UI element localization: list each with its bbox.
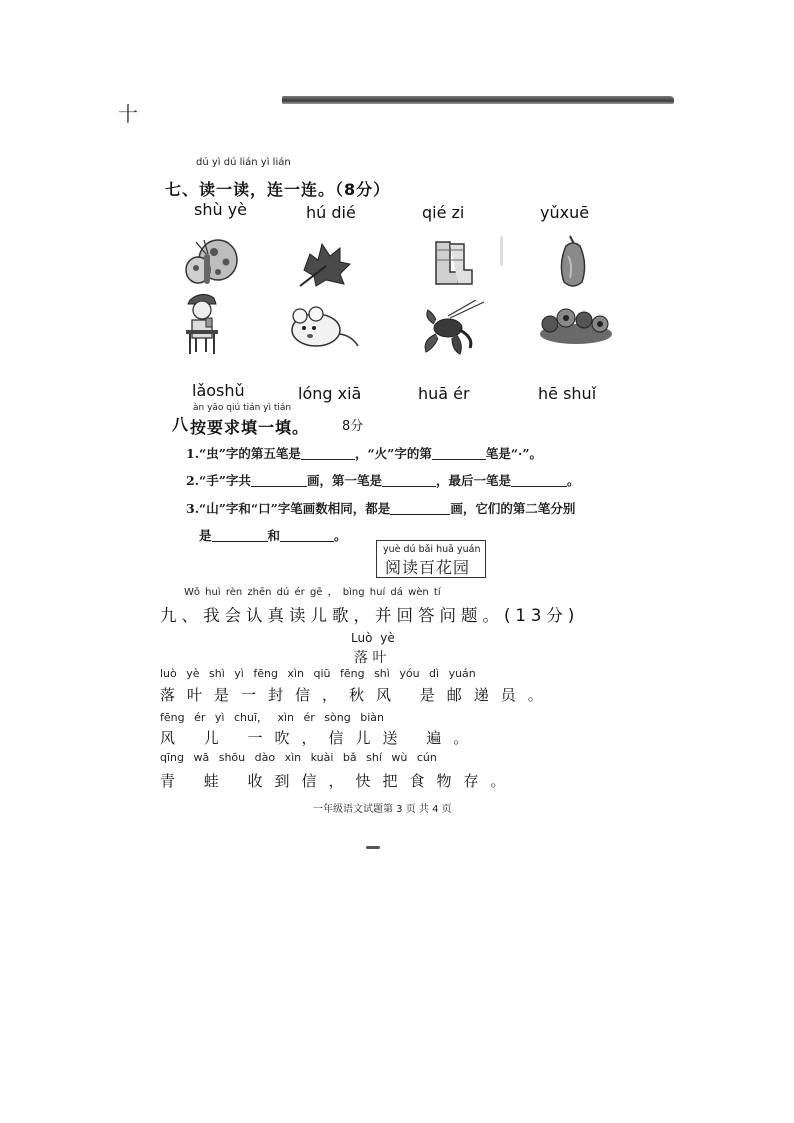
- section8-title: 按要求填一填。: [190, 418, 310, 437]
- section8-score: 8分: [342, 419, 364, 434]
- q2-text-d: 。: [566, 473, 580, 488]
- q1-blank-2[interactable]: [432, 447, 486, 460]
- q2-blank-2[interactable]: [382, 474, 436, 487]
- section7-title: 七、读一读，连一连。（8分）: [165, 180, 391, 199]
- scan-smudge-2: [500, 236, 503, 266]
- q2-blank-1[interactable]: [251, 474, 307, 487]
- section9-title: 九、我会认真读儿歌，并回答问题。(13分): [160, 606, 580, 625]
- poem-line1-text: 落叶是一封信，秋风 是邮递员。: [160, 686, 555, 704]
- question-8-2: [186, 471, 579, 489]
- q3-blank-2[interactable]: [212, 529, 268, 542]
- q2-text-c: ，最后一笔是: [435, 473, 511, 488]
- butterfly-icon[interactable]: [176, 236, 240, 290]
- word-he-shui[interactable]: hē shuǐ: [538, 384, 597, 403]
- poem-line1-pinyin: luò yè shì yì fēng xìn qiū fēng shì yóu dì yuán: [160, 667, 476, 680]
- word-long-xia[interactable]: lóng xiā: [298, 384, 362, 403]
- section9-title-pinyin: Wǒ huì rèn zhēn dú ér gē ， bìng huí dá wèn tí: [184, 587, 441, 598]
- section8-title-pinyin: àn yāo qiú tián yì tián: [193, 403, 292, 413]
- rain-boots-icon[interactable]: [430, 238, 476, 288]
- q1-blank-1[interactable]: [301, 447, 355, 460]
- q1-text-b: ，“火”字的第: [354, 446, 432, 461]
- reading-box-pinyin: yuè dú bǎi huā yuán: [383, 544, 481, 555]
- q3-blank-3[interactable]: [280, 529, 334, 542]
- reading-box-label: 阅读百花园: [385, 558, 471, 577]
- q2-text-a: 2.“手”字共: [186, 473, 251, 488]
- word-yu-xue[interactable]: yǔxuē: [540, 203, 590, 222]
- lobster-icon[interactable]: [420, 300, 490, 356]
- corner-mark: 十: [118, 102, 138, 126]
- mouse-icon[interactable]: [286, 306, 362, 354]
- poem-line2-pinyin: fēng ér yì chuī， xìn ér sòng biàn: [160, 711, 384, 724]
- scan-smudge: [366, 846, 380, 849]
- eggplant-icon[interactable]: [556, 234, 590, 290]
- q3-text-b: 画，它们的第二笔分别: [450, 501, 576, 516]
- flowers-icon[interactable]: [536, 306, 614, 346]
- poem-line3-text: 青 蛙 收到信，快把食物存。: [160, 772, 518, 790]
- scan-edge-bar: [282, 96, 674, 104]
- reading-garden-box: [376, 540, 486, 578]
- q3-text-e: 。: [334, 528, 347, 543]
- poem-line2-text: 风 儿 一吹，信儿送 遍。: [160, 729, 481, 747]
- leaf-icon[interactable]: [296, 240, 354, 290]
- q1-text-c: 笔是“·”。: [485, 446, 543, 461]
- question-8-3: [186, 499, 575, 517]
- section8-title-prefix: 八: [172, 415, 190, 434]
- section7-title-pinyin: dú yì dú lián yì lián: [196, 157, 291, 168]
- word-hua-er[interactable]: huā ér: [418, 384, 470, 403]
- q2-text-b: 画，第一笔是: [306, 473, 382, 488]
- q3-blank-1[interactable]: [390, 502, 450, 515]
- word-shu-ye[interactable]: shù yè: [194, 200, 248, 219]
- word-qie-zi[interactable]: qié zi: [422, 203, 465, 222]
- poem-title: 落 叶: [354, 650, 387, 666]
- word-hu-die[interactable]: hú dié: [306, 203, 356, 222]
- question-8-3-line2: [199, 526, 347, 544]
- child-drinking-icon[interactable]: [180, 290, 226, 356]
- poem-line3-pinyin: qīng wā shōu dào xìn kuài bǎ shí wù cún: [160, 751, 437, 764]
- question-8-1: [186, 444, 542, 462]
- q3-text-d: 和: [267, 528, 281, 543]
- q2-blank-3[interactable]: [511, 474, 567, 487]
- word-lao-shu[interactable]: lǎoshǔ: [192, 381, 245, 400]
- q3-text-a: 3.“山”字和“口”字笔画数相同，都是: [186, 501, 391, 516]
- poem-title-pinyin: Luò yè: [351, 631, 395, 645]
- q3-text-c: 是: [199, 528, 212, 543]
- q1-text-a: 1.“虫”字的第五笔是: [186, 446, 301, 461]
- page-footer: 一年级语文试题第 3 页 共 4 页: [313, 804, 452, 815]
